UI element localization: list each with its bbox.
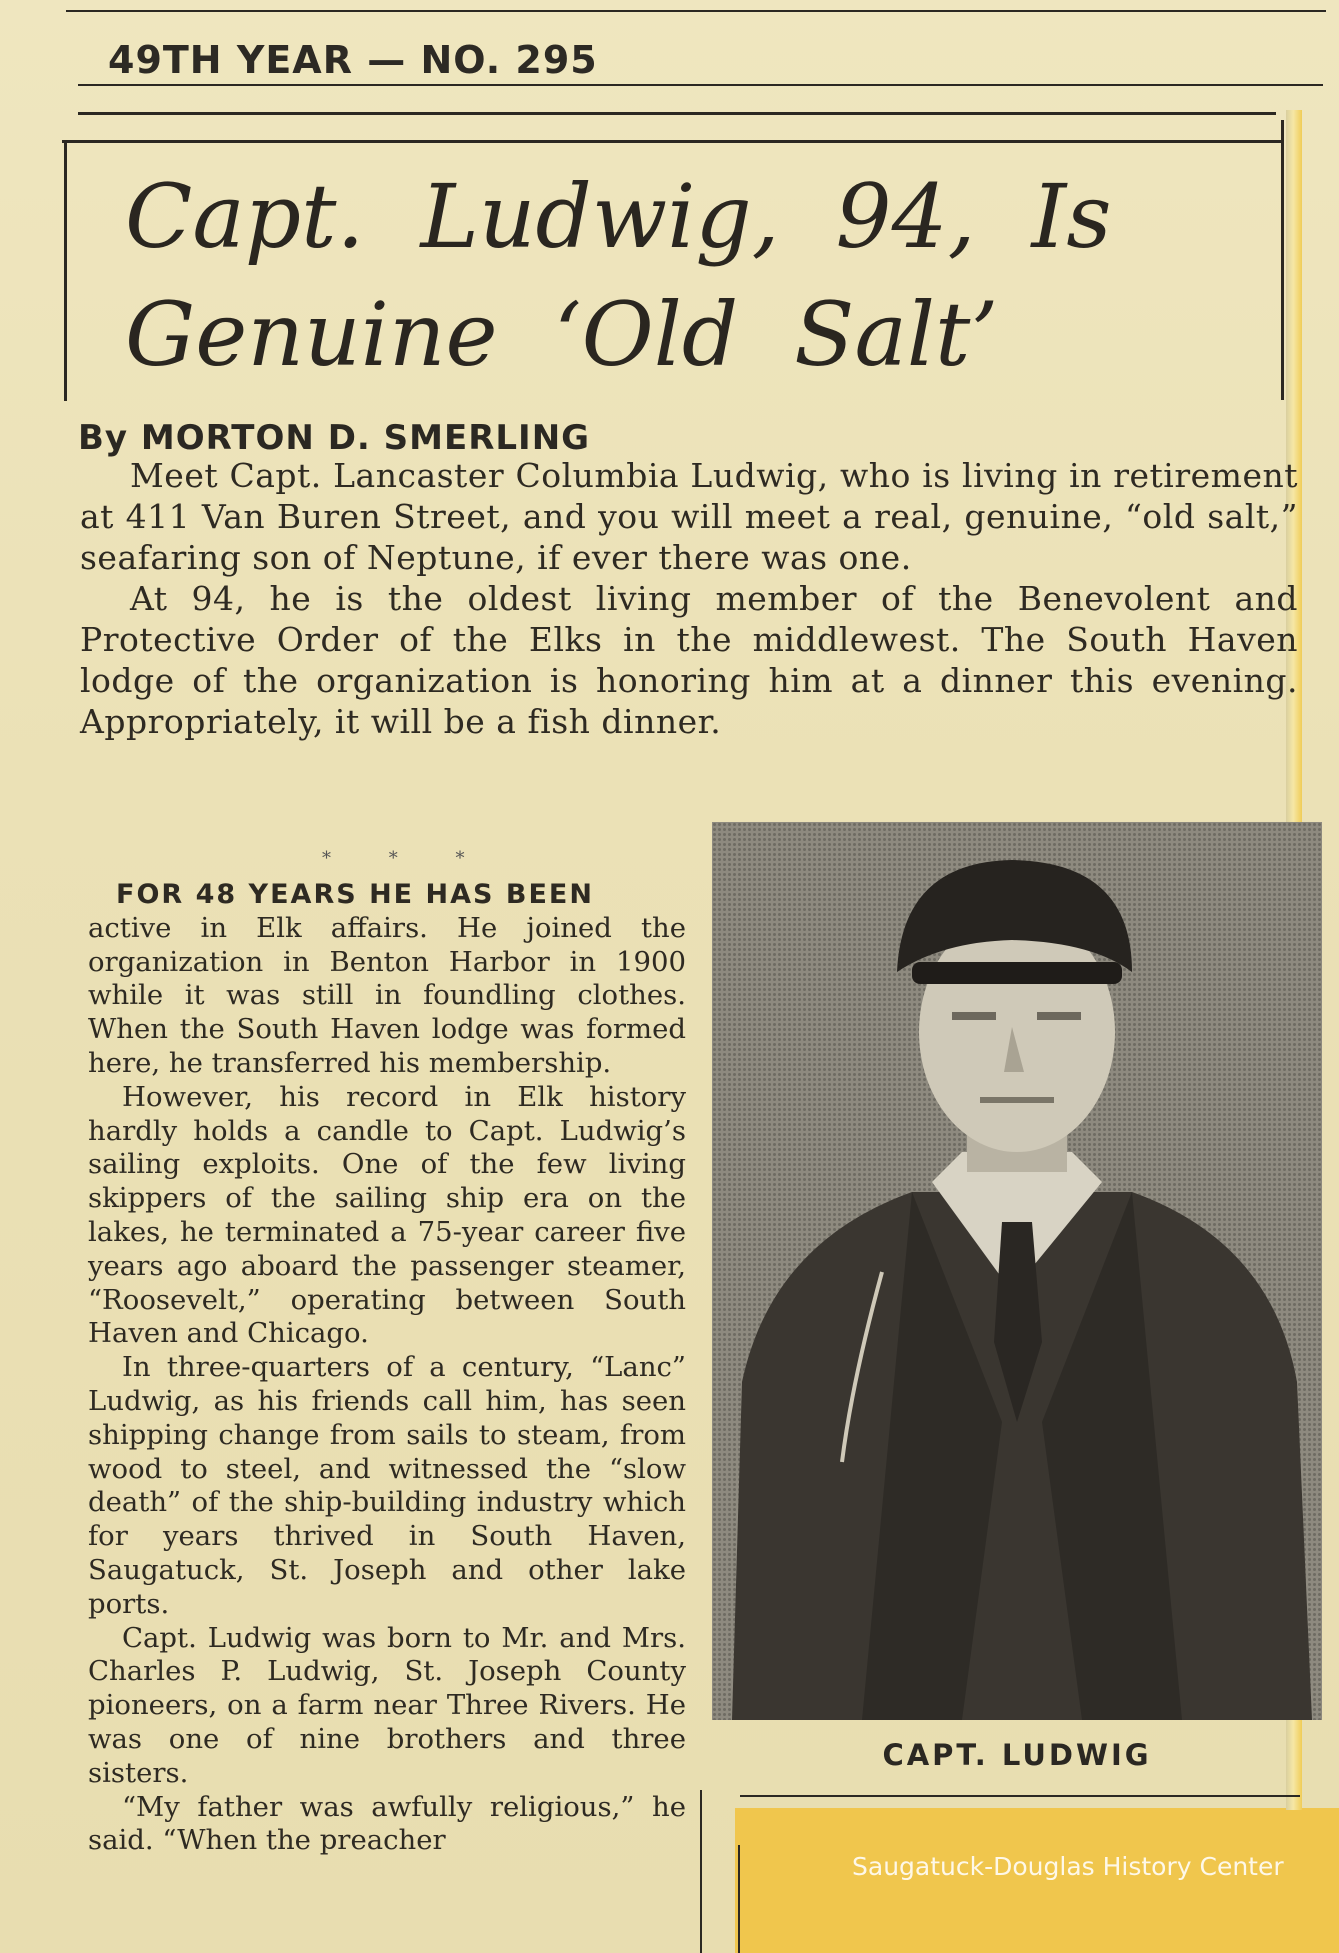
photo-caption: CAPT. LUDWIG	[882, 1738, 1152, 1772]
top-rule	[66, 10, 1326, 12]
headline-line-2: Genuine ‘Old Salt’	[125, 283, 999, 386]
captain-portrait-figure	[712, 822, 1322, 1720]
headline	[125, 158, 1245, 394]
byline: By MORTON D. SMERLING	[78, 418, 591, 458]
column-paragraph: However, his record in Elk history hardly holds a candle to Capt. Ludwig’s sailing exploits. One of the few living skippers of the sailing ship era on the lakes, he terminated a 75-year career five years ago aboard the passenger steamer, “Roosevelt,” operating between South Haven and Chicago.	[88, 1080, 686, 1350]
column-paragraph: Capt. Ludwig was born to Mr. and Mrs. Charles P. Ludwig, St. Joseph County pioneers, on a farm near Three Rivers. He was one of nine brothers and three sisters.	[88, 1621, 686, 1789]
archive-watermark: Saugatuck-Douglas History Center	[852, 1852, 1284, 1881]
yellow-tab-divider	[738, 1845, 740, 1953]
headline-line-1: Capt. Ludwig, 94, Is	[125, 165, 1112, 268]
column-subhead: FOR 48 YEARS HE HAS BEEN	[116, 879, 594, 910]
column-divider	[700, 1790, 702, 1953]
lead-paragraph: At 94, he is the oldest living member of the Benevolent and Protective Order of the Elks in the middlewest. The South Haven lodge of the organization is honoring him at a dinner this evening. Appropriately, it will be a fish dinner.	[80, 579, 1298, 741]
section-separator: * * *	[322, 848, 491, 869]
issue-rule-upper	[78, 84, 1323, 86]
issue-number: 49TH YEAR — NO. 295	[108, 38, 598, 82]
column-paragraph: active in Elk affairs. He joined the organization in Benton Harbor in 1900 while it was still in foundling clothes. When the South Haven lodge was formed here, he transferred his membership.	[88, 911, 686, 1079]
column-paragraph: In three-quarters of a century, “Lanc” Ludwig, as his friends call him, has seen shipping change from sails to steam, from wood to steel, and witnessed the “slow death” of the ship-building industry which for years thrived in South Haven, Saugatuck, St. Joseph and other lake ports.	[88, 1351, 686, 1620]
lead-text	[80, 455, 1298, 742]
lead-paragraph: Meet Capt. Lancaster Columbia Ludwig, who is living in retirement at 411 Van Buren Street, and you will meet a real, genuine, “old salt,” seafaring son of Neptune, if ever there was one.	[80, 456, 1298, 577]
portrait-photo	[712, 822, 1322, 1720]
column-paragraph: “My father was awfully religious,” he said. “When the preacher	[88, 1790, 686, 1857]
issue-rule-lower	[78, 112, 1276, 115]
caption-rule	[740, 1795, 1300, 1797]
article-column	[88, 878, 686, 1858]
